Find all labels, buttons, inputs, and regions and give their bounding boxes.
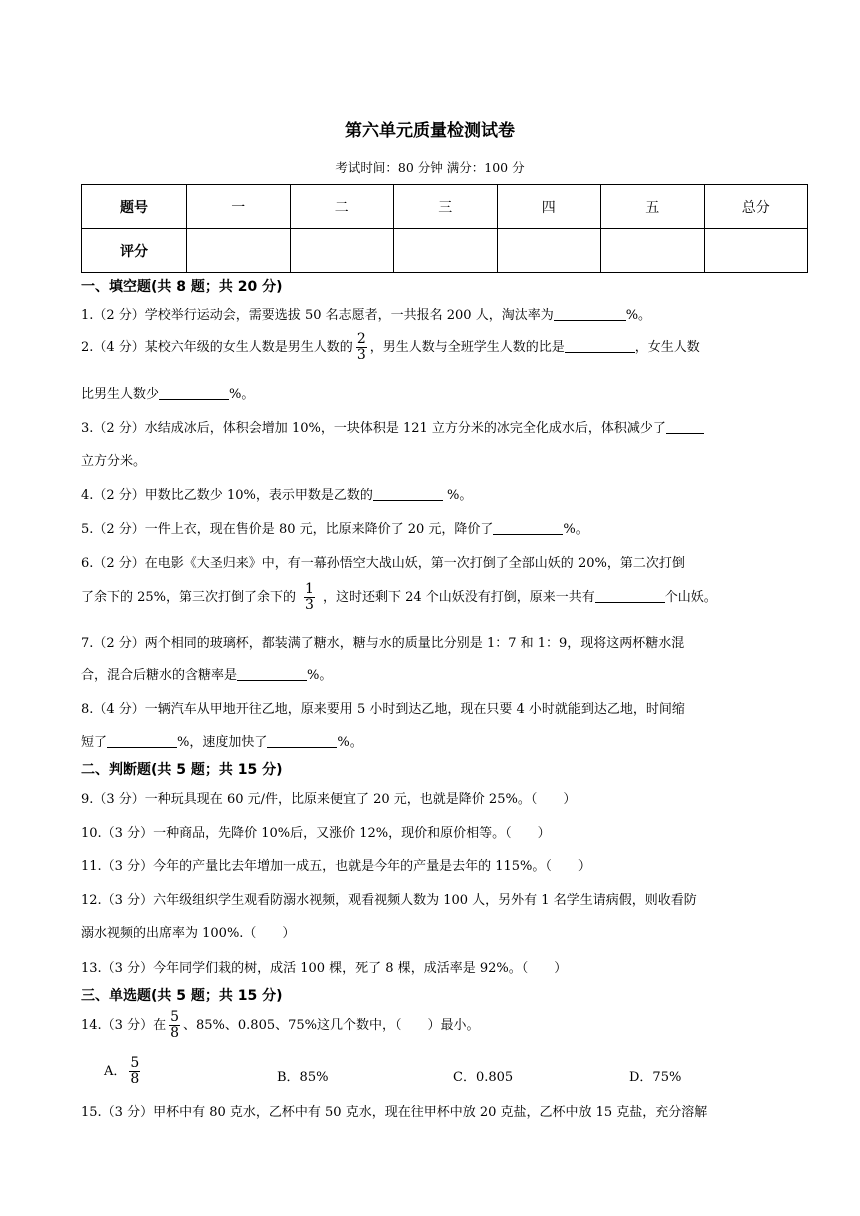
question-1: 1.（2 分）学校举行运动会，需要选拔 50 名志愿者，一共报名 200 人，淘汰率为 %。 xyxy=(81,308,652,323)
question-4: 4.（2 分）甲数比乙数少 10%，表示甲数是乙数的 %。 xyxy=(81,488,473,503)
option-c[interactable]: C．0.805 xyxy=(453,1070,514,1085)
question-6: 6.（2 分）在电影《大圣归来》中，有一幕孙悟空大战山妖，第一次打倒了全部山妖的 20%，第二次打倒 xyxy=(81,556,685,571)
score-table-score-row xyxy=(82,229,808,273)
score-table-cell: 二 xyxy=(290,185,394,229)
score-table-cell: 三 xyxy=(394,185,498,229)
answer-blank[interactable] xyxy=(565,339,635,353)
section-heading-fill-blank: 一、填空题(共 8 题；共 20 分) xyxy=(81,279,283,295)
fraction: $\frac{2}{3}$ xyxy=(356,331,366,363)
question-6-cont: 了余下的 25%，第三次打倒了余下的 $\frac{1}{3}$ ，这时还剩下 24 个山妖没有打倒，原来一共有 个山妖。 xyxy=(81,581,717,613)
question-7-cont: 合，混合后糖水的含糖率是 %。 xyxy=(81,668,333,683)
score-input-cell[interactable] xyxy=(290,229,394,273)
question-8: 8.（4 分）一辆汽车从甲地开往乙地，原来要用 5 小时到达乙地，现在只要 4 小时就能到达乙地，时间缩 xyxy=(81,702,685,717)
question-3-cont: 立方分米。 xyxy=(81,454,147,469)
answer-blank[interactable] xyxy=(267,734,337,748)
answer-blank[interactable] xyxy=(373,487,443,501)
question-14: 14.（3 分）在 $\frac{5}{8}$ 、85%、0.805、75%这几个数中，（ ）最小。 xyxy=(81,1009,480,1041)
question-9: 9.（3 分）一种玩具现在 60 元/件，比原来便宜了 20 元，也就是降价 25%。（ ） xyxy=(81,792,577,807)
option-a[interactable]: A． $\frac{5}{8}$ xyxy=(104,1055,140,1087)
question-13: 13.（3 分）今年同学们栽的树，成活 100 棵，死了 8 棵，成活率是 92%。（ ） xyxy=(81,961,568,976)
question-15: 15.（3 分）甲杯中有 80 克水，乙杯中有 50 克水，现在往甲杯中放 20 克盐，乙杯中放 15 克盐，充分溶解 xyxy=(81,1105,708,1120)
question-5: 5.（2 分）一件上衣，现在售价是 80 元，比原来降价了 20 元，降价了 %。 xyxy=(81,522,589,537)
answer-blank[interactable] xyxy=(237,667,307,681)
score-table-cell: 总分 xyxy=(704,185,808,229)
score-table-header-row xyxy=(82,185,808,229)
answer-blank[interactable] xyxy=(666,420,704,434)
section-heading-single-choice: 三、单选题(共 5 题；共 15 分) xyxy=(81,988,283,1004)
option-d[interactable]: D．75% xyxy=(629,1070,682,1085)
score-table-cell: 五 xyxy=(601,185,705,229)
fraction: $\frac{5}{8}$ xyxy=(170,1009,179,1041)
question-2: 2.（4 分）某校六年级的女生人数是男生人数的 $\frac{2}{3}$ ，男生人数与全班学生人数的比是 ，女生人数 xyxy=(81,331,700,363)
fraction: $\frac{1}{3}$ xyxy=(305,581,314,613)
answer-blank[interactable] xyxy=(493,521,563,535)
score-input-cell[interactable] xyxy=(394,229,498,273)
section-heading-true-false: 二、判断题(共 5 题；共 15 分) xyxy=(81,762,283,778)
question-8-cont: 短了 %，速度加快了 %。 xyxy=(81,735,363,750)
question-11: 11.（3 分）今年的产量比去年增加一成五，也就是今年的产量是去年的 115%。（ ） xyxy=(81,859,591,874)
answer-blank[interactable] xyxy=(159,386,229,400)
answer-blank[interactable] xyxy=(554,307,626,321)
score-table-cell: 题号 xyxy=(82,185,187,229)
question-12-cont: 溺水视频的出席率为 100%.（ ） xyxy=(81,926,296,941)
score-table xyxy=(81,184,808,273)
score-input-cell[interactable] xyxy=(601,229,705,273)
score-input-cell[interactable] xyxy=(187,229,291,273)
score-table-cell: 一 xyxy=(187,185,291,229)
answer-blank[interactable] xyxy=(107,734,177,748)
question-3: 3.（2 分）水结成冰后，体积会增加 10%，一块体积是 121 立方分米的冰完全化成水后，体积减少了 xyxy=(81,417,813,436)
question-2-cont: 比男生人数少 %。 xyxy=(81,387,255,402)
answer-blank[interactable] xyxy=(595,589,665,603)
score-input-cell[interactable] xyxy=(704,229,808,273)
page-title: 第六单元质量检测试卷 xyxy=(345,121,515,141)
option-b[interactable]: B．85% xyxy=(277,1070,329,1085)
question-10: 10.（3 分）一种商品，先降价 10%后，又涨价 12%，现价和原价相等。（ ） xyxy=(81,826,551,841)
score-input-cell[interactable] xyxy=(497,229,601,273)
question-7: 7.（2 分）两个相同的玻璃杯，都装满了糖水，糖与水的质量比分别是 1：7 和 1：9，现将这两杯糖水混 xyxy=(81,636,685,651)
exam-info: 考试时间：80 分钟 满分：100 分 xyxy=(335,160,525,175)
score-table-cell: 评分 xyxy=(82,229,187,273)
question-12: 12.（3 分）六年级组织学生观看防溺水视频，观看视频人数为 100 人，另外有 1 名学生请病假，则收看防 xyxy=(81,893,697,908)
score-table-cell: 四 xyxy=(497,185,601,229)
fraction: $\frac{5}{8}$ xyxy=(130,1055,140,1087)
